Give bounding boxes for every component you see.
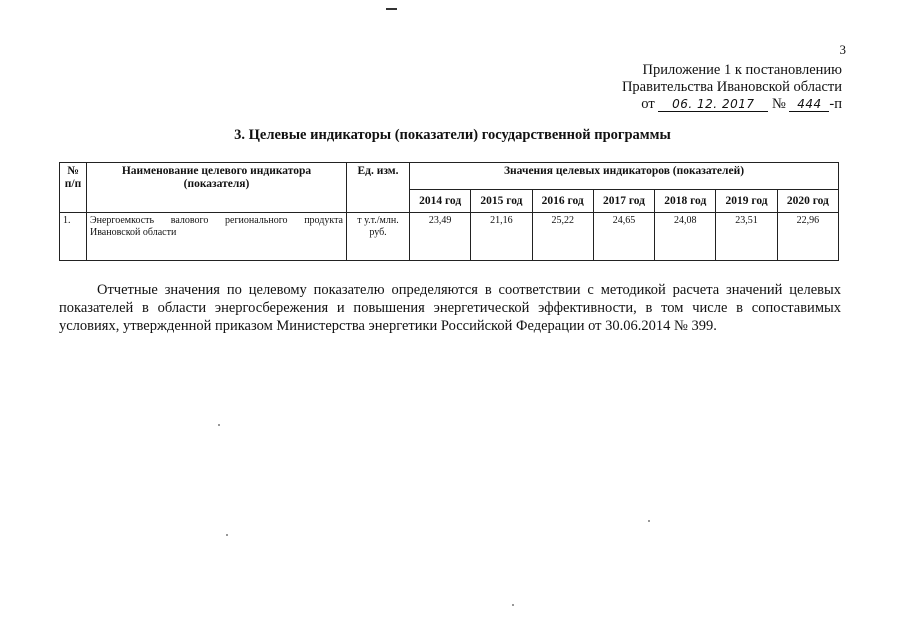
appendix-block bbox=[622, 62, 842, 113]
from-label: от bbox=[641, 96, 655, 112]
header-name: Наименование целевого индикатора (показателя) bbox=[87, 163, 347, 213]
header-num: № п/п bbox=[60, 163, 87, 213]
value-cell: 24,08 bbox=[655, 213, 716, 261]
page-number: 3 bbox=[839, 42, 846, 57]
appendix-line-2: Правительства Ивановской области bbox=[621, 79, 842, 95]
scan-mark bbox=[386, 8, 397, 10]
scan-speck bbox=[218, 424, 220, 426]
value-cell: 21,16 bbox=[471, 213, 532, 261]
number-suffix: -п bbox=[829, 96, 842, 112]
header-year: 2014 год bbox=[410, 190, 471, 213]
value-cell: 25,22 bbox=[532, 213, 593, 261]
number-label: № bbox=[771, 96, 786, 112]
header-year: 2017 год bbox=[593, 190, 654, 213]
appendix-line-1: Приложение 1 к постановлению bbox=[642, 62, 842, 78]
note-paragraph: Отчетные значения по целевому показателю определяются в соответствии с методикой расчета значений целевых показателей в области энергосбережения и повышения энергетической эффективности, в том числе в сопоставимых условиях, утвержденной приказом Министерства энергетики Российской Федерации от 30.06.2014 № 399. bbox=[59, 282, 841, 334]
scan-speck bbox=[226, 534, 228, 536]
scan-speck bbox=[512, 604, 514, 606]
header-unit: Ед. изм. bbox=[347, 163, 410, 213]
value-cell: 24,65 bbox=[593, 213, 654, 261]
indicator-name: Энергоемкость валового регионального продукта Ивановской области bbox=[87, 213, 347, 261]
handwritten-number: 444 bbox=[789, 98, 829, 112]
table-row bbox=[60, 213, 839, 261]
value-cell: 23,51 bbox=[716, 213, 777, 261]
section-title: 3. Целевые индикаторы (показатели) государственной программы bbox=[234, 127, 671, 143]
scan-speck bbox=[648, 520, 650, 522]
header-year: 2020 год bbox=[777, 190, 838, 213]
indicator-unit: т у.т./млн. руб. bbox=[347, 213, 410, 261]
header-values-group: Значения целевых индикаторов (показателей) bbox=[410, 163, 839, 190]
value-cell: 22,96 bbox=[777, 213, 838, 261]
header-year: 2016 год bbox=[532, 190, 593, 213]
value-cell: 23,49 bbox=[410, 213, 471, 261]
row-number: 1. bbox=[60, 213, 87, 261]
handwritten-date: 06. 12. 2017 bbox=[658, 98, 768, 112]
appendix-line-3 bbox=[622, 96, 842, 113]
header-year: 2018 год bbox=[655, 190, 716, 213]
header-year: 2019 год bbox=[716, 190, 777, 213]
header-year: 2015 год bbox=[471, 190, 532, 213]
indicators-table bbox=[59, 162, 839, 261]
